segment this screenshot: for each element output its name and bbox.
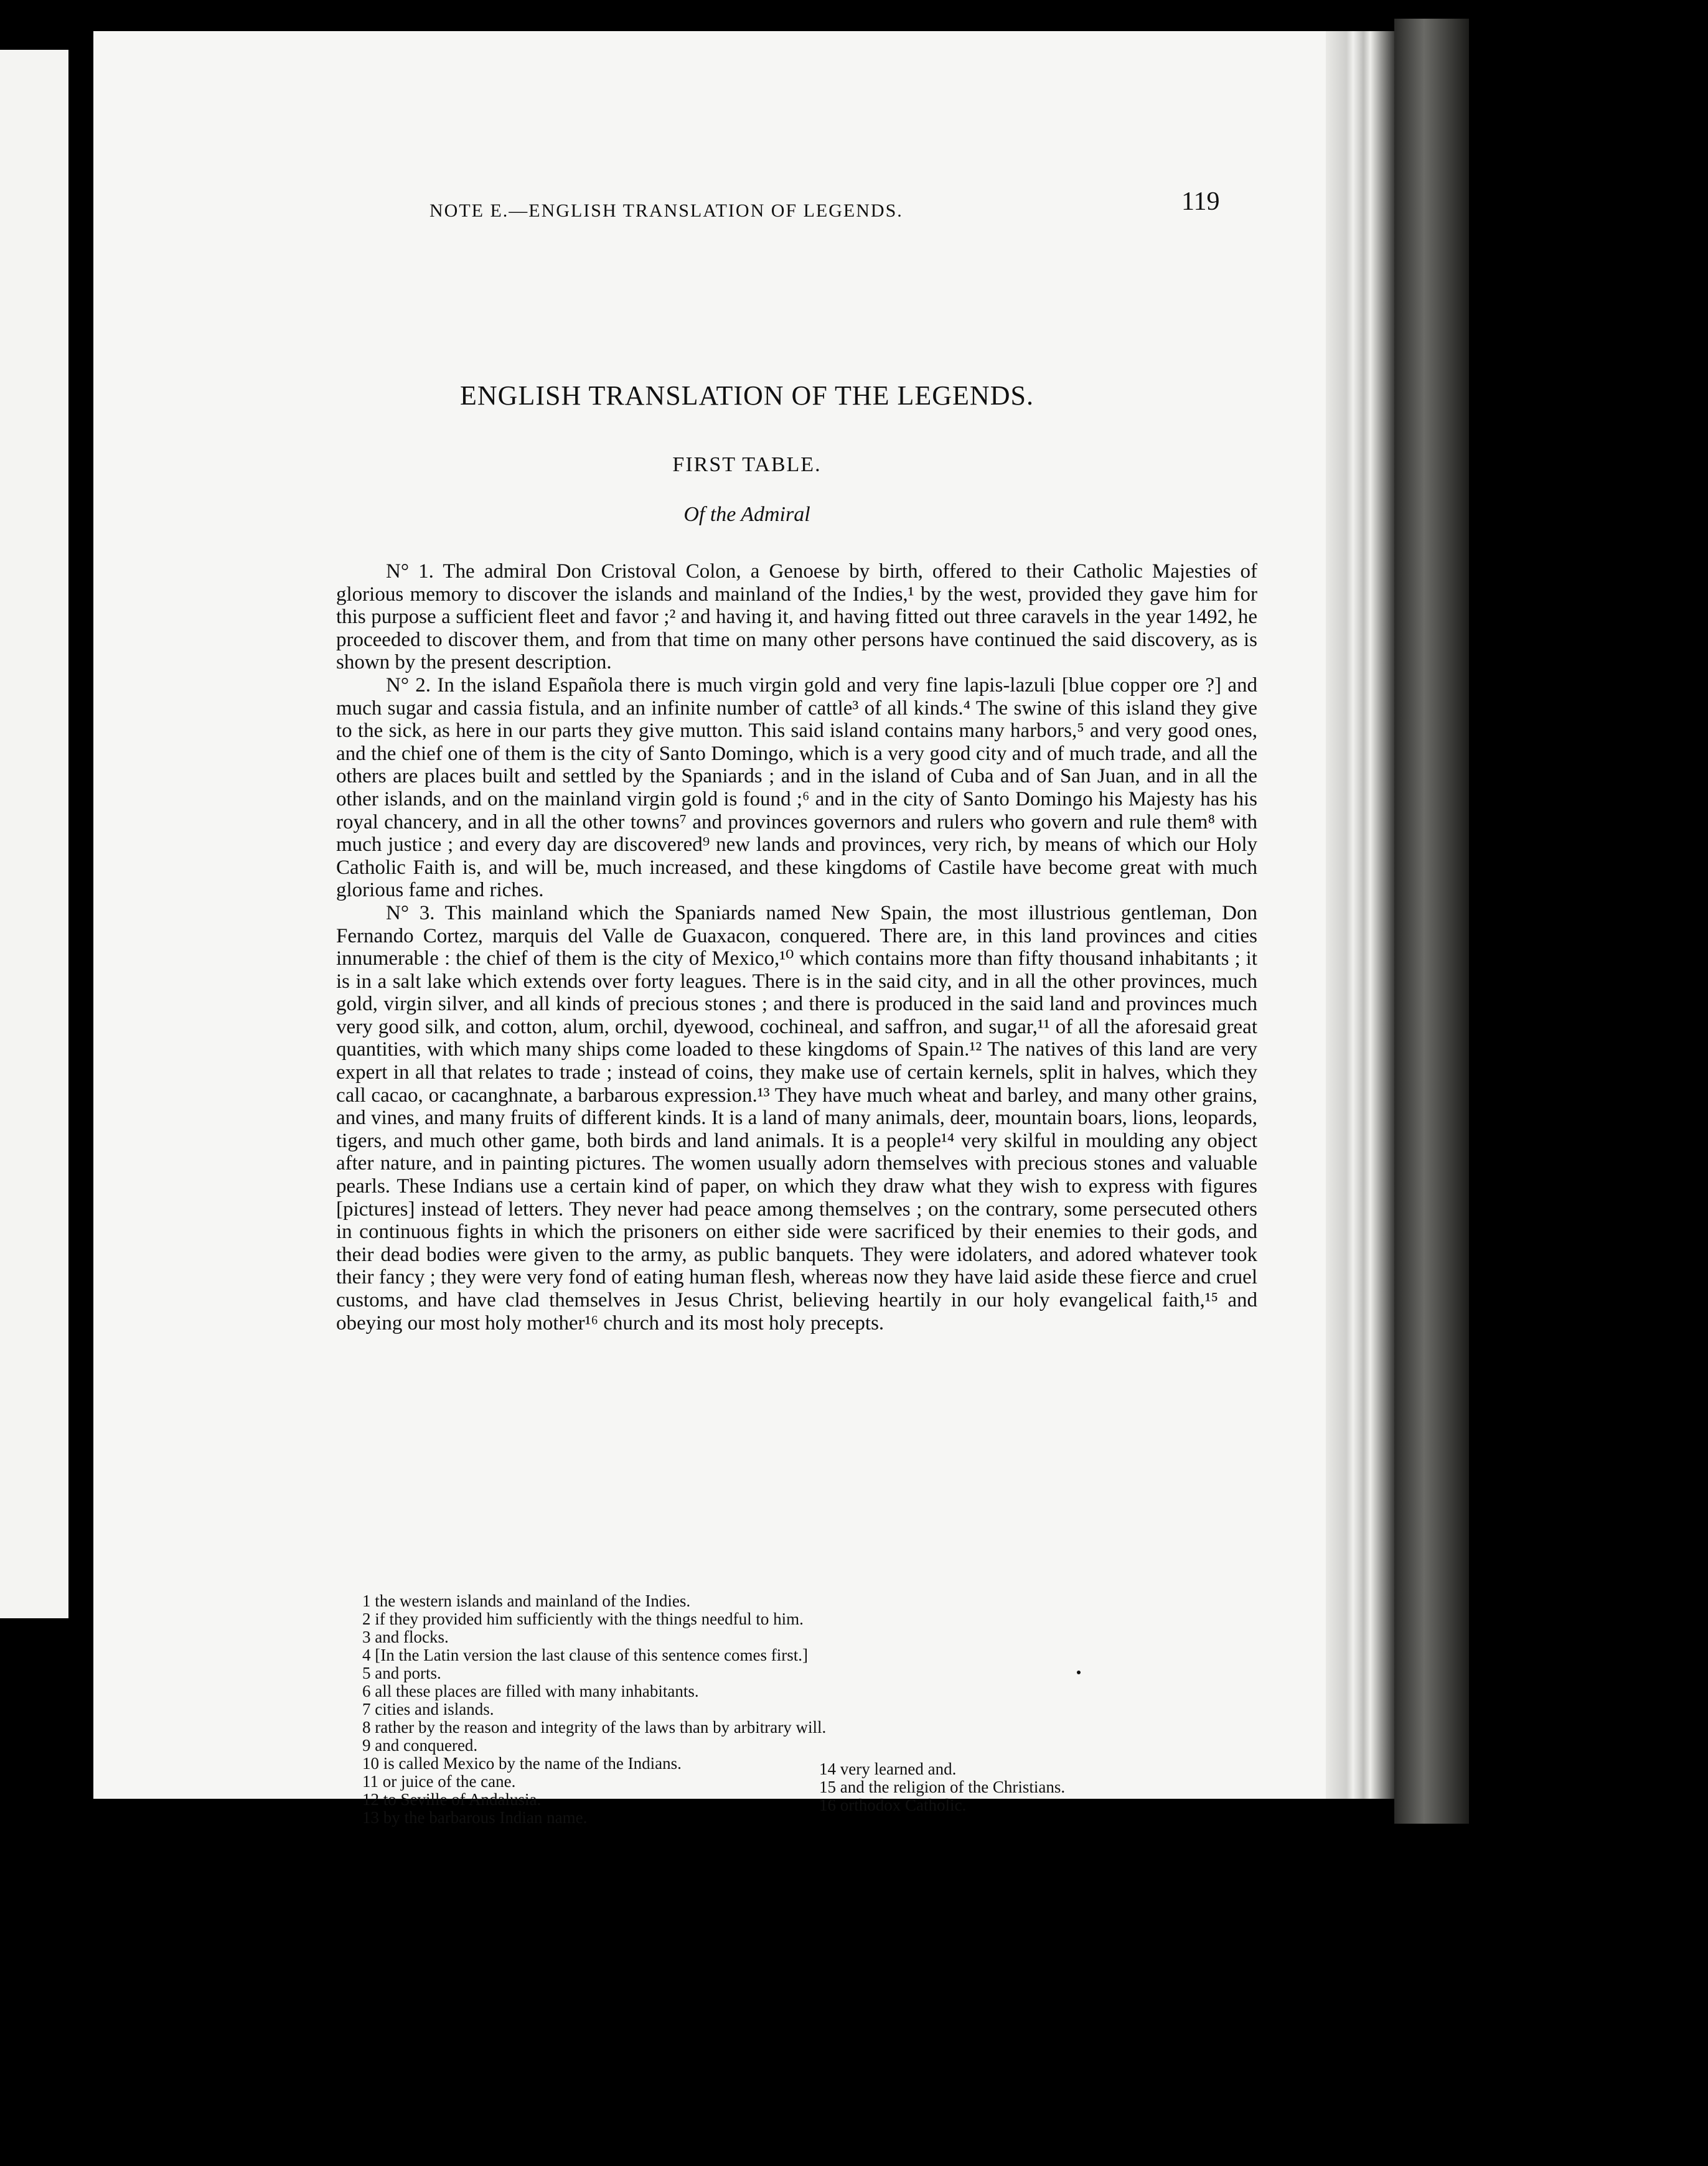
book-spine bbox=[1394, 19, 1469, 1824]
footnote: 6 all these places are filled with many inhabitants. bbox=[362, 1682, 699, 1700]
footnote: 10 is called Mexico by the name of the Indians. bbox=[362, 1754, 682, 1773]
footnote: 14 very learned and. bbox=[819, 1760, 957, 1778]
footnote: 16 orthodox Catholic. bbox=[819, 1796, 967, 1814]
footnote: 9 and conquered. bbox=[362, 1736, 478, 1755]
facing-page-edge bbox=[0, 50, 68, 1618]
footnote: 15 and the religion of the Christians. bbox=[819, 1778, 1066, 1796]
body-text bbox=[336, 560, 1257, 1334]
footnote: 13 by the barbarous Indian name. bbox=[362, 1808, 588, 1827]
section-heading: Of the Admiral bbox=[683, 503, 810, 526]
page-title: ENGLISH TRANSLATION OF THE LEGENDS. bbox=[460, 380, 1034, 411]
footnotes-left-column bbox=[362, 1592, 835, 1827]
footnote: 7 cities and islands. bbox=[362, 1700, 494, 1718]
page-number: 119 bbox=[1181, 187, 1220, 216]
page-edges bbox=[1326, 31, 1394, 1799]
footnote: 11 or juice of the cane. bbox=[362, 1772, 516, 1791]
footnotes-right-column bbox=[819, 1760, 1205, 1814]
running-head: NOTE E.—ENGLISH TRANSLATION OF LEGENDS. bbox=[429, 200, 903, 221]
footnote: 1 the western islands and mainland of the Indies. bbox=[362, 1592, 691, 1610]
paragraph-3: N° 3. This mainland which the Spaniards named New Spain, the most illustrious gentleman, Don Fernando Cortez, marquis del Valle de Guaxacon, conquered. There are, in this land provinces and cities innumerable : the chief of them is the city of Mexico,¹⁰ which contains more than fifty thousand inhabitants ; it is in a salt lake which extends over forty leagues. There is in the said city, and in all the other provinces, much gold, virgin silver, and all kinds of precious stones ; and there is produced in the said land and provinces much very good silk, and cotton, alum, orchil, dyewood, cochineal, and saffron, and sugar,¹¹ of all the aforesaid great quantities, with which many ships come loaded to these kingdoms of Spain.¹² The natives of this land are very expert in all that relates to trade ; instead of coins, they make use of certain kernels, split in halves, which they call cacao, or cacanghnate, a barbarous expression.¹³ They have much wheat and barley, and many other grains, and vines, and many fruits of different kinds. It is a land of many animals, deer, mountain boars, lions, leopards, tigers, and much other game, both birds and land animals. It is a people¹⁴ very skilful in moulding any object after nature, and in painting pictures. The women usually adorn themselves with precious stones and valuable pearls. These Indians use a certain kind of paper, on which they draw what they wish to express with figures [pictures] instead of letters. They never had peace among themselves ; on the contrary, some persecuted others in continuous fights in which the prisoners on either side were sacrificed by their enemies to their gods, and their dead bodies were given to the army, as public banquets. They were idolaters, and adored whatever took their fancy ; they were very fond of eating human flesh, whereas now they have laid aside these fierce and cruel customs, and have clad themselves in Jesus Christ, believing heartily in our holy evangelical faith,¹⁵ and obeying our most holy mother¹⁶ church and its most holy precepts. bbox=[336, 901, 1257, 1334]
footnote: 8 rather by the reason and integrity of the laws than by arbitrary will. bbox=[362, 1718, 827, 1737]
footnote: 3 and flocks. bbox=[362, 1628, 449, 1646]
footnote: 4 [In the Latin version the last clause of this sentence comes first.] bbox=[362, 1646, 809, 1664]
paragraph-1: N° 1. The admiral Don Cristoval Colon, a Genoese by birth, offered to their Catholic Majesties of glorious memory to discover the islands and mainland of the Indies,¹ by the west, provided they gave him for this purpose a sufficient fleet and favor ;² and having it, and having fitted out three caravels in the year 1492, he proceeded to discover them, and from that time on many other persons have continued the said discovery, as is shown by the present description. bbox=[336, 560, 1257, 674]
footnote: 2 if they provided him sufficiently with the things needful to him. bbox=[362, 1610, 804, 1628]
table-heading: FIRST TABLE. bbox=[672, 453, 822, 476]
footnote: 12 to Seville of Andalusia. bbox=[362, 1790, 542, 1809]
paragraph-2: N° 2. In the island Española there is much virgin gold and very fine lapis-lazuli [blue copper ore ?] and much sugar and cassia fistula, and an infinite number of cattle³ of all kinds.⁴ The swine of this island they give to the sick, as here in our parts they give mutton. This said island contains many harbors,⁵ and very good ones, and the chief one of them is the city of Santo Domingo, which is a very good city and of much trade, and all the others are places built and settled by the Spaniards ; and in the island of Cuba and of San Juan, and in all the other islands, and on the mainland virgin gold is found ;⁶ and in the city of Santo Domingo his Majesty has his royal chancery, and in all the other towns⁷ and provinces governors and rulers who govern and rule them⁸ with much justice ; and every day are discovered⁹ new lands and provinces, very rich, by means of which our Holy Catholic Faith is, and will be, much increased, and these kingdoms of Castile have become great with much glorious fame and riches. bbox=[336, 673, 1257, 902]
footnote: 5 and ports. bbox=[362, 1664, 441, 1682]
ink-speck bbox=[1077, 1671, 1081, 1674]
